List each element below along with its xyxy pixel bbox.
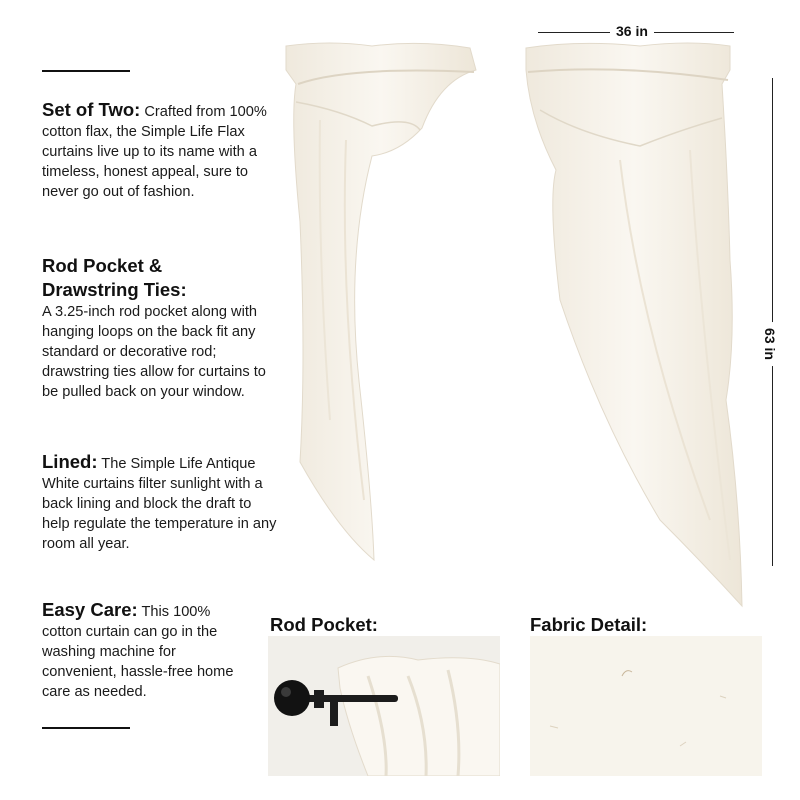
feature-text: The Simple Life Antique White curtains filter sunlight with a back lining and block the draft to help regulate the temperature in any room all year.: [42, 456, 277, 552]
feature-text: A 3.25-inch rod pocket along with hanging loops on the back fit any standard or decorative rod; drawstring ties allow for curtains to be pulled back on your window.: [42, 304, 266, 400]
rod-pocket-title: Rod Pocket:: [270, 614, 378, 635]
feature-heading: Set of Two:: [42, 99, 141, 120]
height-label: 63 in: [762, 322, 778, 366]
feature-text: This 100% cotton curtain can go in the washing machine for convenient, hassle-free home care as needed.: [42, 604, 234, 700]
fabric-detail-image: [530, 636, 762, 776]
feature-text: Crafted from 100% cotton flax, the Simple Life Flax curtains live up to its name with a timeless, honest appeal, sure to never go out of fashion.: [42, 104, 267, 200]
curtains-image: [270, 30, 750, 620]
right-curtain: [526, 43, 742, 606]
feature-lined: [42, 452, 282, 554]
bottom-divider: [42, 727, 130, 729]
width-label: 36 in: [610, 23, 654, 39]
feature-heading: Easy Care:: [42, 599, 138, 620]
top-divider: [42, 70, 130, 72]
fabric-detail-title: Fabric Detail:: [530, 614, 648, 635]
feature-rod-pocket: [42, 254, 282, 402]
rod-icon: [298, 695, 398, 702]
rod-pocket-image: [268, 636, 500, 776]
feature-set-of-two: [42, 100, 282, 202]
feature-heading: Rod Pocket & Drawstring Ties:: [42, 255, 187, 300]
left-curtain: [286, 43, 476, 560]
finial-icon: [274, 680, 310, 716]
feature-easy-care: [42, 600, 242, 702]
bracket-icon: [330, 700, 338, 726]
feature-heading: Lined:: [42, 451, 98, 472]
